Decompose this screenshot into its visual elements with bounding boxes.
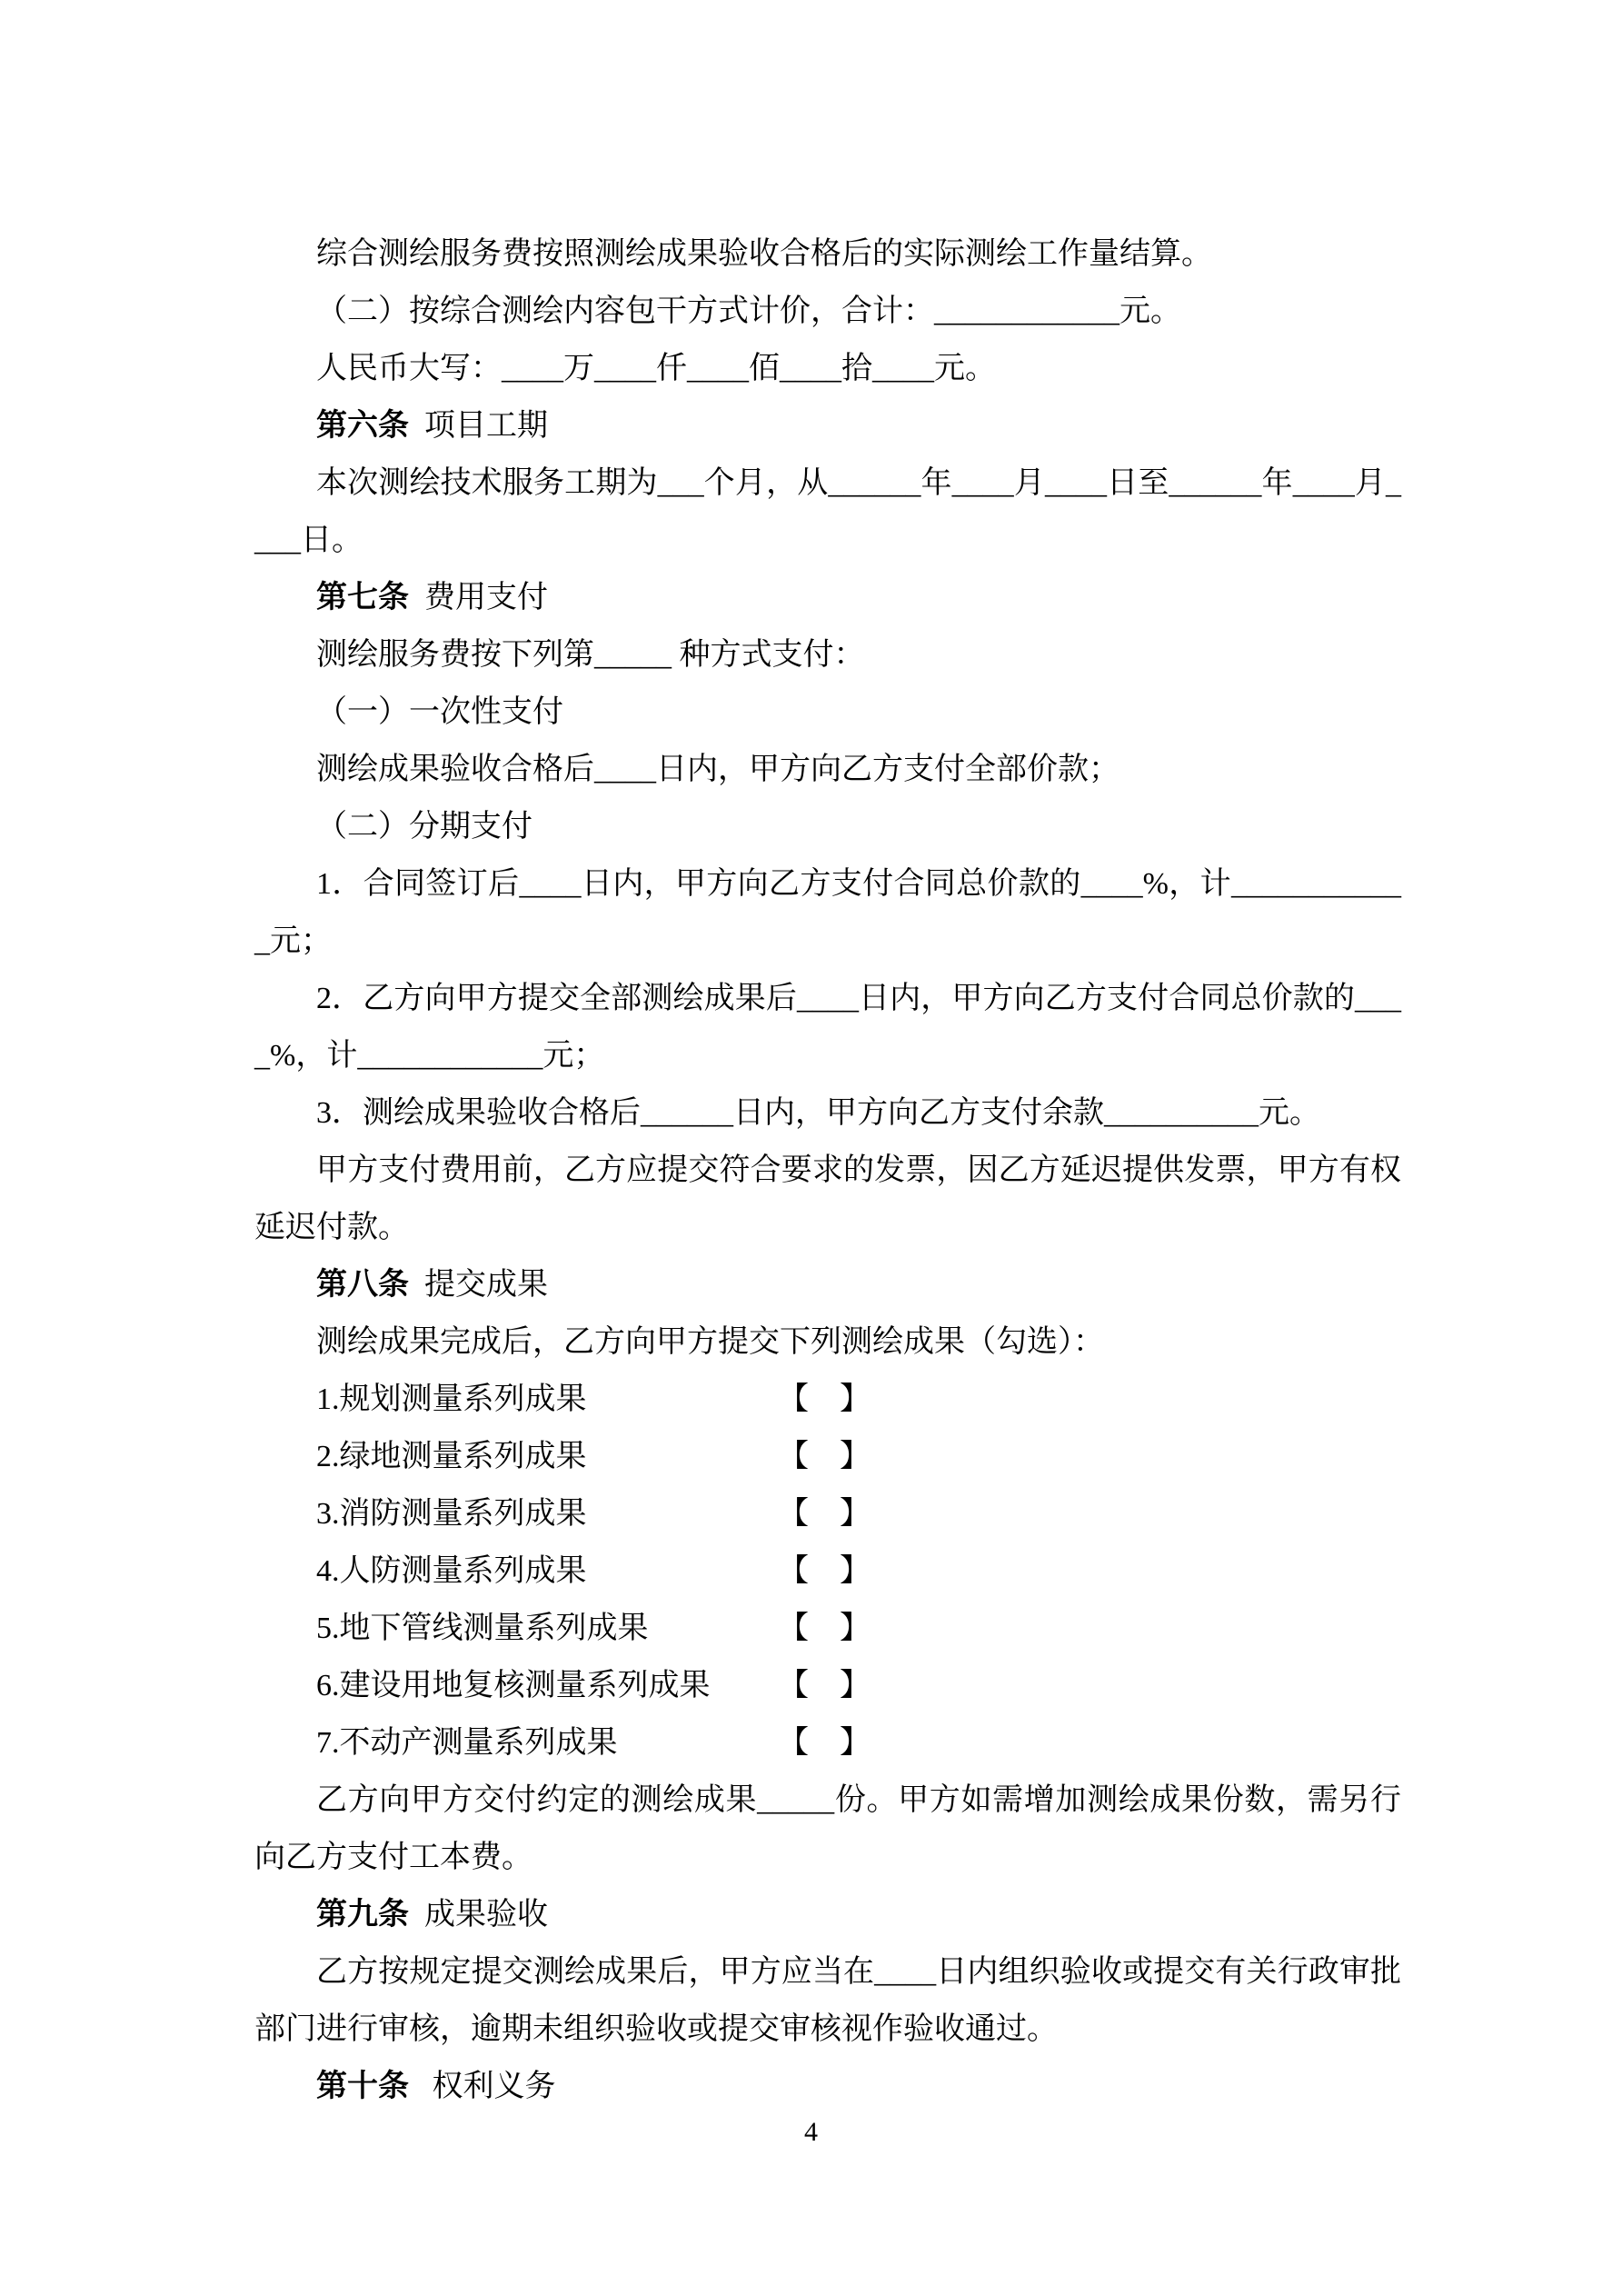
checklist-item	[254, 1600, 1401, 1657]
paragraph: 测绘服务费按下列第_____ 种方式支付：	[316, 638, 865, 672]
article-number: 第十条	[316, 2070, 409, 2103]
checklist-label: 3.消防测量系列成果	[316, 1497, 587, 1531]
checkbox-brackets: 【 】	[778, 1726, 871, 1760]
checklist-label: 4.人防测量系列成果	[316, 1554, 587, 1588]
checklist-label: 6.建设用地复核测量系列成果	[316, 1669, 711, 1702]
article-title: 项目工期	[424, 409, 548, 443]
article-title: 成果验收	[424, 1898, 548, 1932]
checkbox-brackets: 【 】	[778, 1497, 871, 1531]
paragraph: 甲方支付费用前，乙方应提交符合要求的发票，因乙方延迟提供发票，甲方有权延迟付款。	[254, 1153, 1401, 1244]
checklist-item	[254, 1714, 1401, 1772]
paragraph: 综合测绘服务费按照测绘成果验收合格后的实际测绘工作量结算。	[316, 237, 1212, 271]
checklist-label: 2.绿地测量系列成果	[316, 1440, 587, 1473]
checklist-item	[254, 1657, 1401, 1714]
article-title: 提交成果	[424, 1268, 548, 1302]
article-number: 第八条	[316, 1268, 409, 1302]
paragraph: 2．乙方向甲方提交全部测绘成果后____日内，甲方向乙方支付合同总价款的____%，计____________元；	[254, 982, 1401, 1073]
article-number: 第七条	[316, 581, 409, 614]
checklist-label: 5.地下管线测量系列成果	[316, 1612, 649, 1645]
checklist-label: 1.规划测量系列成果	[316, 1383, 587, 1416]
checkbox-brackets: 【 】	[778, 1669, 871, 1702]
article-heading-6	[254, 397, 1401, 454]
paragraph: 人民币大写：____万____仟____佰____拾____元。	[316, 352, 996, 385]
checkbox-brackets: 【 】	[778, 1612, 871, 1645]
paragraph: 乙方向甲方交付约定的测绘成果_____份。甲方如需增加测绘成果份数，需另行向乙方支付工本费。	[254, 1783, 1401, 1874]
article-number: 第九条	[316, 1898, 409, 1932]
paragraph: （二）分期支付	[316, 810, 532, 844]
article-heading-7	[254, 569, 1401, 626]
checklist-label: 7.不动产测量系列成果	[316, 1726, 618, 1760]
checklist-item	[254, 1542, 1401, 1600]
checkbox-brackets: 【 】	[778, 1554, 871, 1588]
checklist-item	[254, 1428, 1401, 1485]
paragraph: （一）一次性支付	[316, 695, 563, 729]
article-heading-9	[254, 1886, 1401, 1943]
page-number: 4	[804, 2117, 818, 2147]
paragraph: 1．合同签订后____日内，甲方向乙方支付合同总价款的____%，计____________元；	[254, 867, 1401, 958]
paragraph: 3．测绘成果验收合格后______日内，甲方向乙方支付余款__________元。	[316, 1096, 1320, 1130]
paragraph: 乙方按规定提交测绘成果后，甲方应当在____日内组织验收或提交有关行政审批部门进行审核，逾期未组织验收或提交审核视作验收通过。	[254, 1955, 1401, 2046]
article-heading-8	[254, 1256, 1401, 1313]
paragraph: 本次测绘技术服务工期为___个月，从______年____月____日至______年____月____日。	[254, 466, 1401, 557]
checkbox-brackets: 【 】	[778, 1383, 871, 1416]
article-number: 第六条	[316, 409, 409, 443]
paragraph: 测绘成果验收合格后____日内，甲方向乙方支付全部价款；	[316, 753, 1119, 786]
checkbox-brackets: 【 】	[778, 1440, 871, 1473]
article-title: 费用支付	[424, 581, 548, 614]
paragraph: （二）按综合测绘内容包干方式计价，合计：____________元。	[316, 294, 1181, 328]
checklist-item	[254, 1485, 1401, 1542]
contract-body	[254, 225, 1401, 2115]
paragraph: 测绘成果完成后，乙方向甲方提交下列测绘成果（勾选）：	[316, 1325, 1104, 1359]
article-heading-10	[254, 2058, 1401, 2115]
article-title: 权利义务	[424, 2070, 556, 2103]
checklist-item	[254, 1371, 1401, 1428]
